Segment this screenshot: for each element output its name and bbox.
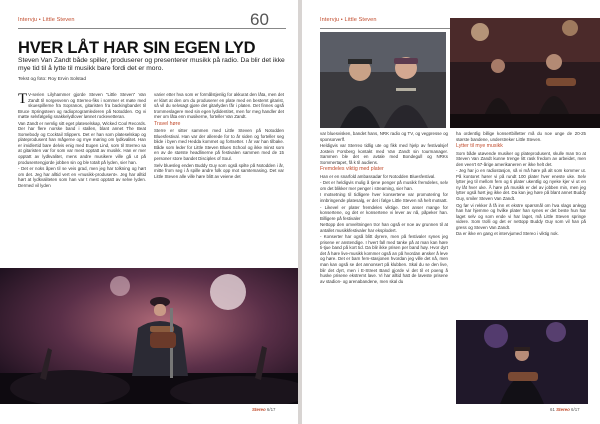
- paragraph: - Det er heldigvis mulig å tjene penger på musikk fremdeles, selv om det blikker mer penger i streaming, sier han.: [320, 180, 448, 191]
- text-column-1: [18, 92, 146, 268]
- band-stage-photo: [450, 18, 600, 128]
- subheading: Fremdeles viktig med plater: [320, 166, 384, 173]
- header-rule: [18, 28, 286, 29]
- text-column-1: [320, 131, 448, 403]
- paragraph: varier etter hva som er formålstjenlig for akkurat den låta, men det er klart at den om du produserer en plate med en bestemt gitarist, så vil du selvsagt gjøre det gitarlyden får i platen. Det finnes også trommeslagere med sin egen lydidentitet, men for meg handler det mer om låta enn musikerne, forteller Van Zandt.: [154, 92, 284, 120]
- running-head: Intervju • Little Steven: [18, 17, 75, 23]
- guitarist-photo: [456, 320, 588, 404]
- paragraph: - Jeg har jo en radiostasjon, så vi må høre på alt som kommer ut. På kontoret hører vi på rundt 100 plater hver eneste uke. Selv lytter jeg til mellom fem og ti plater ukentlig og nyeke kjer vi ut en ny låt hver uke. Å høre på musikk er del av jobben min, men jeg lytter også hørt jeg ikke det. Da kan jeg høre på blant annet Buddy Guy, smiler Steven Van Zandt.: [456, 168, 586, 202]
- stereo-logo: Stereo: [556, 407, 570, 412]
- paragraph: Og før vi rekker å få inn et ekstre spørsmål om hva slags anlegg han har hjemme og hvilke plater han synes er det beste hun har laget selv og som ende vi har laget, må Little Steven springe videre. Som trolli og det er nettopp Buddy Guy som vil han på gress og Steven Van Zandt.: [456, 202, 586, 230]
- paragraph: var bluesvisken, bandet hans, NRK radio og TV, og vegpresse og sponsorverlf.: [320, 131, 448, 142]
- left-page: [0, 0, 298, 424]
- paragraph: Han er en snarfold ambassadør for Notodden Bluesfestival.: [320, 173, 436, 179]
- right-page: [302, 0, 600, 424]
- page-number: 61: [550, 407, 555, 412]
- paragraph: Van Zandt er nemlig sitt eget plateselskap, Wicked Cool Records. Der har flere norske band i stallen, blant annet The Beat Somebody og Cocktail Slippers. Det er han som plateselskap og plateprodusent han mågerne og mye møring om lydkvalitet. Han er imidlertid bare delvis enig med Eugen Lind, som til Sterreo sa at gitaristen var for som var mest opptatt av musikk. Han er mer opptatt av lydkvalitet, mens andre musikere ville gå ut på produsentengjorde jobben sin og ble totalt på lyden, sier han.: [18, 120, 146, 165]
- issue-number: 6/17: [571, 407, 580, 412]
- text-column-2: [456, 131, 586, 317]
- paragraph: Heldigvis var Sterreo tidlig ute og fikk med hjelp av festivalsjef Jostein Forsberg kontakt med Van Zandt sin tourmanager. Sammen ble det en avtale med Bondegull og NRKs Sommertapet, få k til audiens.: [320, 143, 448, 165]
- paragraph: - Konserter har også blitt dyrere, men på festivaler synes jeg prisene er anstendige. I hvert fall med tanke på at man kan høre ti-tjue band på kort tid. Da blir ikke prisen per band høy. Hvor dyrt det å høre live-musikk kommer også an på hvordan ønsker å leve og høre. Det er barn fem-stasjonen hvordan jeg ville det nå, men man kan også se det annonsert på klubben. Skal du se den live, blir det dyrt, men i E-Street Band gjorde vi det til et poeng å huske prisene ekstremt lave. Vi har alltid hatt de laveste prisene av stadion- og arenabandene, men skal du: [320, 234, 448, 284]
- paragraph: Nettopp den omveltningen tror han også er noe av grunnen til at antallet musikkfestivaler har eksplodert.: [320, 222, 448, 233]
- subheading: Travel høre: [154, 120, 181, 127]
- text-column-2: [154, 92, 284, 268]
- drop-cap: T: [18, 91, 28, 107]
- paragraph: - Likevel er plater fremdeles viktige. Det anser mange for konsertene, og det er konsertene vi lever av nå, påpeker han. Billigere på festivaler: [320, 204, 448, 221]
- paragraph: Selv bluesleg enden Buddy Guy som også spilte på Notodden i år, mitte from seg i å spille andre folk opp mot samtemasing. Det var Little Steven alle ville høre blitt av veiene det: [154, 162, 284, 179]
- paragraph: Da er ikke en gang et intervjumed Stereo i viktig nok.: [456, 231, 559, 237]
- headline: HVER LÅT HAR SIN EGEN LYD: [18, 39, 256, 57]
- page-number: 60: [250, 10, 269, 29]
- paragraph: I motsetning til tidligere hver konsertene var promotering for innbringende platesalg, er det i følge Little Steven nå helt motsatt.: [320, 192, 448, 204]
- footer-right: [550, 407, 580, 412]
- paragraph: V-serien Lilyhammer gjorde Steven "Little Steven" Van Zandt til norgesvenn og Sterreo-fiks i sommer et møte med skuespillerne fra Sopranos, gitaristen fra backingbandet til Bruce Springsteen og radioprogramlederen på Notodden. Og vi møtte selvfølgelig snakkelydlover lønnet rockevetteran.: [18, 92, 146, 120]
- lead-text: Steven Van Zandt både spiller, produserer og presenterer musikk på radio. Da blir det ikke mye tid til å lytte til musikk bare fordi det er moro.: [18, 57, 285, 73]
- paragraph: ha ordentlig billige konsertbilletter må du noe unge de 20-25 største bandene, understreker Little Steven.: [456, 131, 586, 142]
- subheading: Lytter til mye musikk: [456, 143, 503, 150]
- paragraph: - Det er noks åpen til se veis grad, men jeg har tolkning og hørt om det. Jeg har alltid vert en «musikk-produsent». Jeg har alltid hørt at lydkvaliteten som han var t mest opptatt av selve lyden. Dermed vil lyden: [18, 166, 146, 188]
- concert-photo: [0, 268, 298, 404]
- paragraph: Sterre er sitter sammen med Little Steven på Notodden Bluesfestival. Han var der allerede for to år siden og forteller seg blide i byen med Hedda kommet og fortsetter. I år var han tilbake. Både som leder for Little Steven Blues School og ikke minst som en av de største headlinerne på festivalen sammen med de 15 personer store bandet Disciples of Soul.: [154, 128, 284, 162]
- footer-left: [252, 407, 275, 412]
- byline: Tekst og foto: Roy Ervin Solstad: [18, 77, 86, 82]
- running-head: Intervju • Little Steven: [320, 17, 377, 23]
- group-portrait-photo: [320, 32, 446, 128]
- stereo-logo: Stereo: [252, 407, 266, 412]
- paragraph: Som både utøvende musiker og plateprodusent, skulle man tro at Steven Van Zandt kunne trenge litt rask fredom av arbeidet, men den veen't 67-årige amerikaneren er ikke helt det.: [456, 150, 586, 167]
- issue-number: 6/17: [266, 407, 276, 412]
